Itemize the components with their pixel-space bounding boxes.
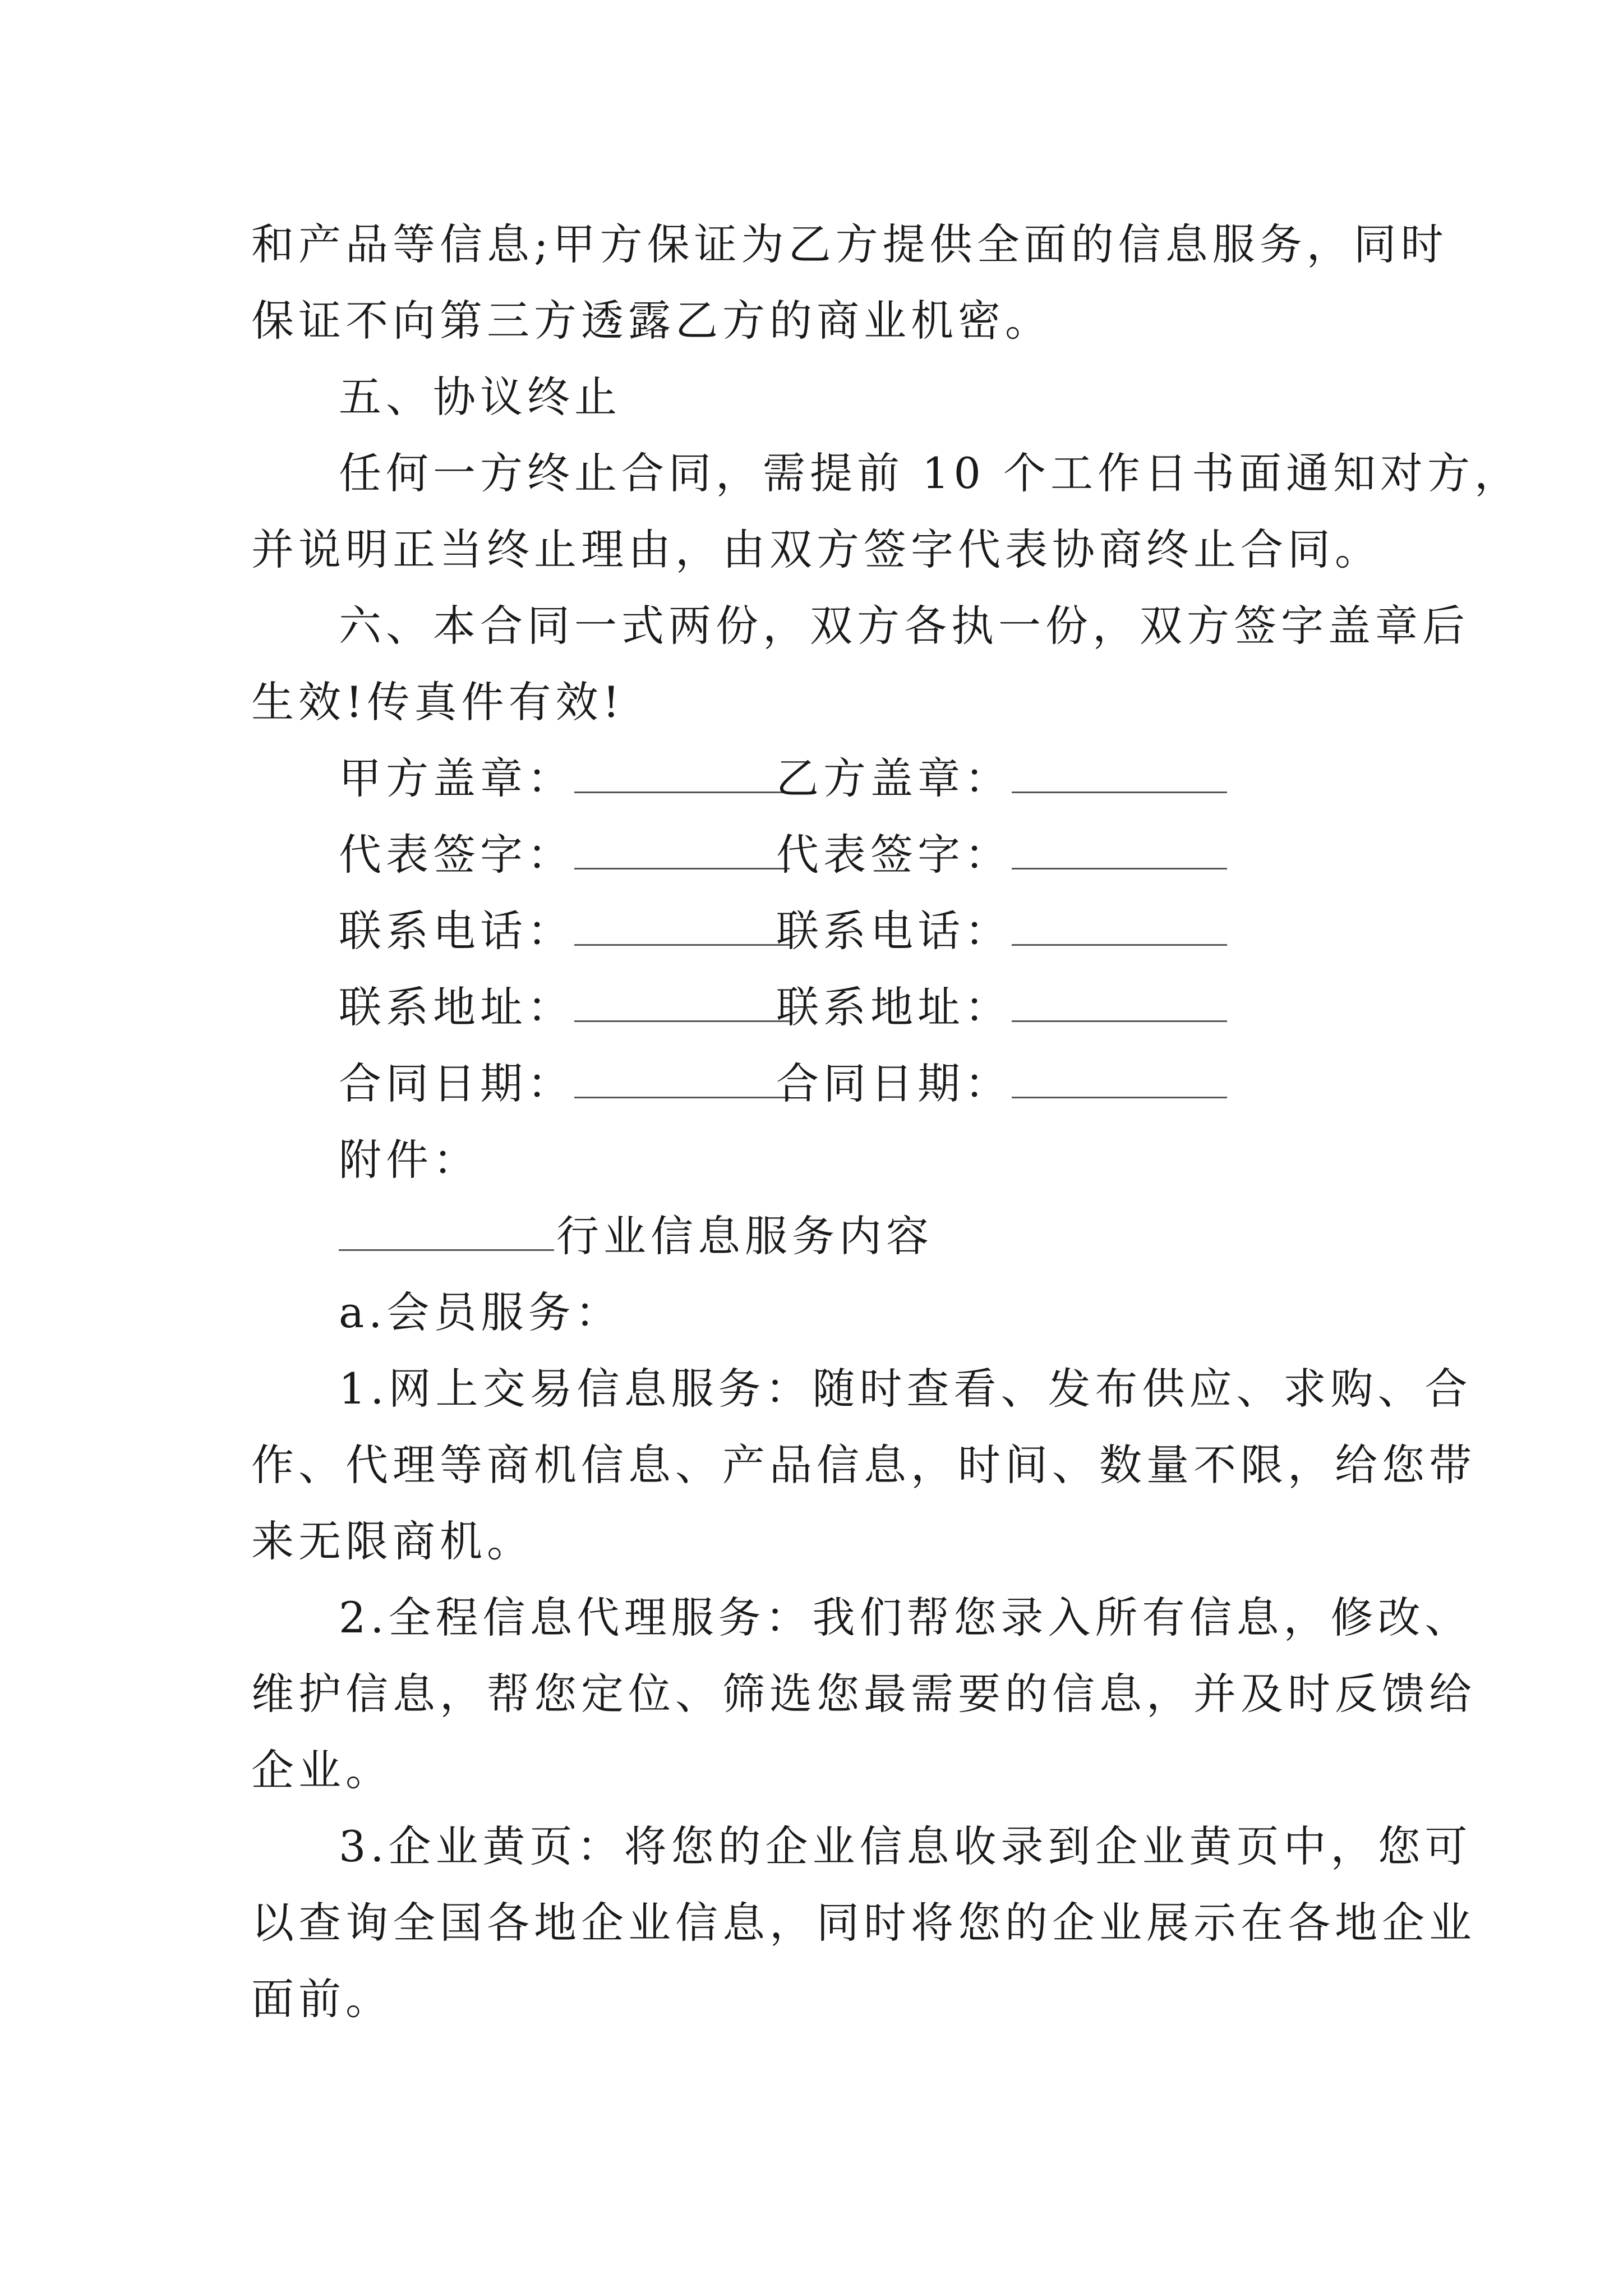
party-b-label: 代表签字：: [776, 830, 1012, 880]
party-a-label: 合同日期：: [339, 1059, 574, 1108]
party-b-label: 乙方盖章：: [776, 753, 1012, 803]
party-b-label: 合同日期：: [776, 1059, 1012, 1108]
blank-line: [1012, 1063, 1227, 1098]
list-item-line: 1.网上交易信息服务：随时查看、发布供应、求购、合: [339, 1364, 1472, 1414]
list-item-line: 面前。: [251, 1974, 393, 2024]
section-heading-termination: 五、协议终止: [339, 372, 621, 422]
signature-row-representative: [339, 830, 1229, 880]
blank-line: [574, 758, 790, 793]
blank-line: [574, 834, 790, 869]
party-b-label: 联系电话：: [776, 906, 1012, 956]
paragraph-line: 任何一方终止合同，需提前 10 个工作日书面通知对方，: [339, 448, 1522, 498]
paragraph-line: 六、本合同一式两份，双方各执一份，双方签字盖章后: [339, 601, 1469, 651]
paragraph-line: 保证不向第三方透露乙方的商业机密。: [251, 296, 1052, 346]
blank-line: [574, 910, 790, 946]
party-a-label: 联系电话：: [339, 906, 574, 956]
paragraph-line: 并说明正当终止理由，由双方签字代表协商终止合同。: [251, 524, 1382, 574]
blank-line: [1012, 758, 1227, 793]
party-a-label: 代表签字：: [339, 830, 574, 880]
paragraph-line: 生效!传真件有效!: [251, 677, 625, 727]
signature-row-seal: [339, 753, 1229, 803]
list-item-line: 作、代理等商机信息、产品信息，时间、数量不限，给您带: [251, 1440, 1476, 1490]
list-item-line: 2.全程信息代理服务：我们帮您录入所有信息，修改、: [339, 1593, 1472, 1642]
paragraph-line: 和产品等信息;甲方保证为乙方提供全面的信息服务，同时: [251, 219, 1448, 269]
blank-line: [1012, 834, 1227, 869]
party-a-label: 联系地址：: [339, 982, 574, 1032]
member-services-heading: a.会员服务：: [339, 1287, 623, 1337]
blank-line: [1012, 910, 1227, 946]
blank-line: [1012, 987, 1227, 1022]
signature-row-address: [339, 982, 1229, 1032]
attachment-title: [339, 1211, 933, 1261]
signature-row-phone: [339, 906, 1229, 956]
list-item-line: 维护信息，帮您定位、筛选您最需要的信息，并及时反馈给: [251, 1669, 1476, 1719]
list-item-line: 以查询全国各地企业信息，同时将您的企业展示在各地企业: [251, 1898, 1476, 1948]
party-a-label: 甲方盖章：: [339, 753, 574, 803]
list-item-line: 3.企业黄页：将您的企业信息收录到企业黄页中，您可: [339, 1821, 1472, 1871]
list-item-line: 来无限商机。: [251, 1516, 534, 1566]
blank-line: [339, 1216, 554, 1251]
party-b-label: 联系地址：: [776, 982, 1012, 1032]
blank-line: [574, 1063, 790, 1098]
signature-row-date: [339, 1059, 1229, 1108]
blank-line: [574, 987, 790, 1022]
attachment-label: 附件：: [339, 1135, 480, 1185]
list-item-line: 企业。: [251, 1745, 393, 1795]
attachment-title-text: 行业信息服务内容: [556, 1211, 933, 1261]
